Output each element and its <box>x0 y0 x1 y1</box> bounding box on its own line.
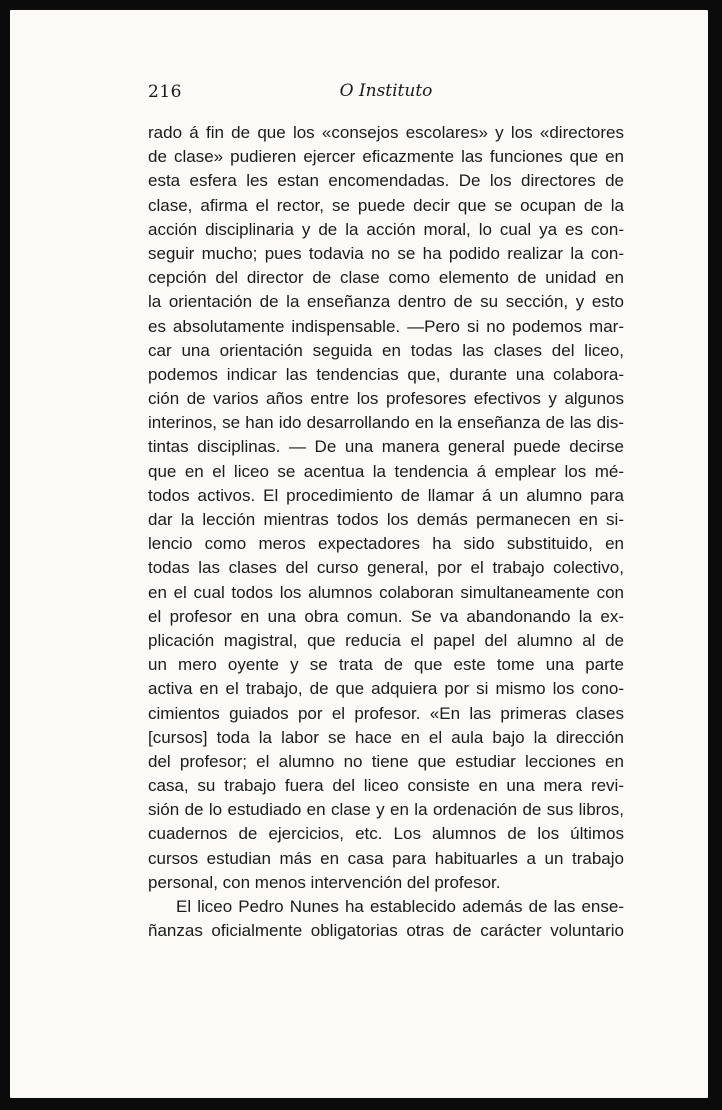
text-line: todos activos. El procedimiento de llamar á un alumno para <box>148 485 624 505</box>
text-line: sión de lo estudiado en clase y en la ordenación de sus libros, <box>148 800 624 820</box>
text-line: cepción del director de clase como elemento de unidad en <box>148 268 624 288</box>
text-line: car una orientación seguida en todas las clases del liceo, <box>148 340 624 360</box>
text-line: rado á fin de que los «consejos escolares» y los «directores <box>148 123 624 142</box>
text-line: activa en el trabajo, de que adquiera por si mismo los cono- <box>148 679 624 699</box>
text-line: todas las clases del curso general, por el trabajo colectivo, <box>148 558 624 578</box>
text-line: casa, su trabajo fuera del liceo consiste en una mera revi- <box>148 776 624 796</box>
text-line: de clase» pudieren ejercer eficazmente las funciones que en <box>148 147 624 167</box>
text-line: acción disciplinaria y de la acción moral, lo cual ya es con- <box>148 219 624 239</box>
text-line: del profesor; el alumno no tiene que estudiar lecciones en <box>148 751 624 771</box>
text-line: el profesor en una obra comun. Se va abandonando la ex- <box>148 606 624 626</box>
text-line: ción de varios años entre los profesores efectivos y algunos <box>148 389 624 409</box>
page-number: 216 <box>148 82 182 102</box>
text-line: cimientos guiados por el profesor. «En las primeras clases <box>148 703 624 723</box>
text-line: la orientación de la enseñanza dentro de su sección, y esto <box>148 292 624 312</box>
text-line: podemos indicar las tendencias que, durante una colabora- <box>148 364 624 384</box>
running-title: O Instituto <box>339 81 433 101</box>
text-line: seguir mucho; pues todavia no se ha podido realizar la con- <box>148 243 624 263</box>
text-line: tintas disciplinas. — De una manera general puede decirse <box>148 437 624 457</box>
text-line: cursos estudian más en casa para habituarles a un trabajo <box>148 848 624 868</box>
text-line: plicación magistral, que reducia el papel del alumno al de <box>148 630 624 650</box>
text-line: esta esfera les estan encomendadas. De los directores de <box>148 171 624 191</box>
text-line: dar la lección mientras todos los demás permanecen en si- <box>148 510 624 529</box>
text-line: personal, con menos intervención del profesor. <box>148 872 501 892</box>
text-line: interinos, se han ido desarrollando en la enseñanza de las dis- <box>148 413 624 433</box>
page-header <box>148 80 624 110</box>
text-line: lencio como meros expectadores ha sido substituido, en <box>148 534 624 554</box>
text-line: en el cual todos los alumnos colaboran simultaneamente con <box>148 582 624 602</box>
text-line: [cursos] toda la labor se hace en el aula bajo la dirección <box>148 727 624 747</box>
text-line: un mero oyente y se trata de que este tome una parte <box>148 655 624 675</box>
text-line: ñanzas oficialmente obligatorias otras de carácter voluntario <box>148 921 624 941</box>
text-line: que en el liceo se acentua la tendencia á emplear los mé- <box>148 461 624 481</box>
text-line: es absolutamente indispensable. —Pero si no podemos mar- <box>148 316 624 336</box>
paragraph <box>148 895 624 943</box>
paragraph <box>148 121 624 895</box>
text-line: cuadernos de ejercicios, etc. Los alumnos de los últimos <box>148 824 624 844</box>
text-line: clase, afirma el rector, se puede decir que se ocupan de la <box>148 195 624 215</box>
body-text <box>148 121 624 943</box>
text-line: El liceo Pedro Nunes ha establecido además de las ense- <box>176 897 624 916</box>
